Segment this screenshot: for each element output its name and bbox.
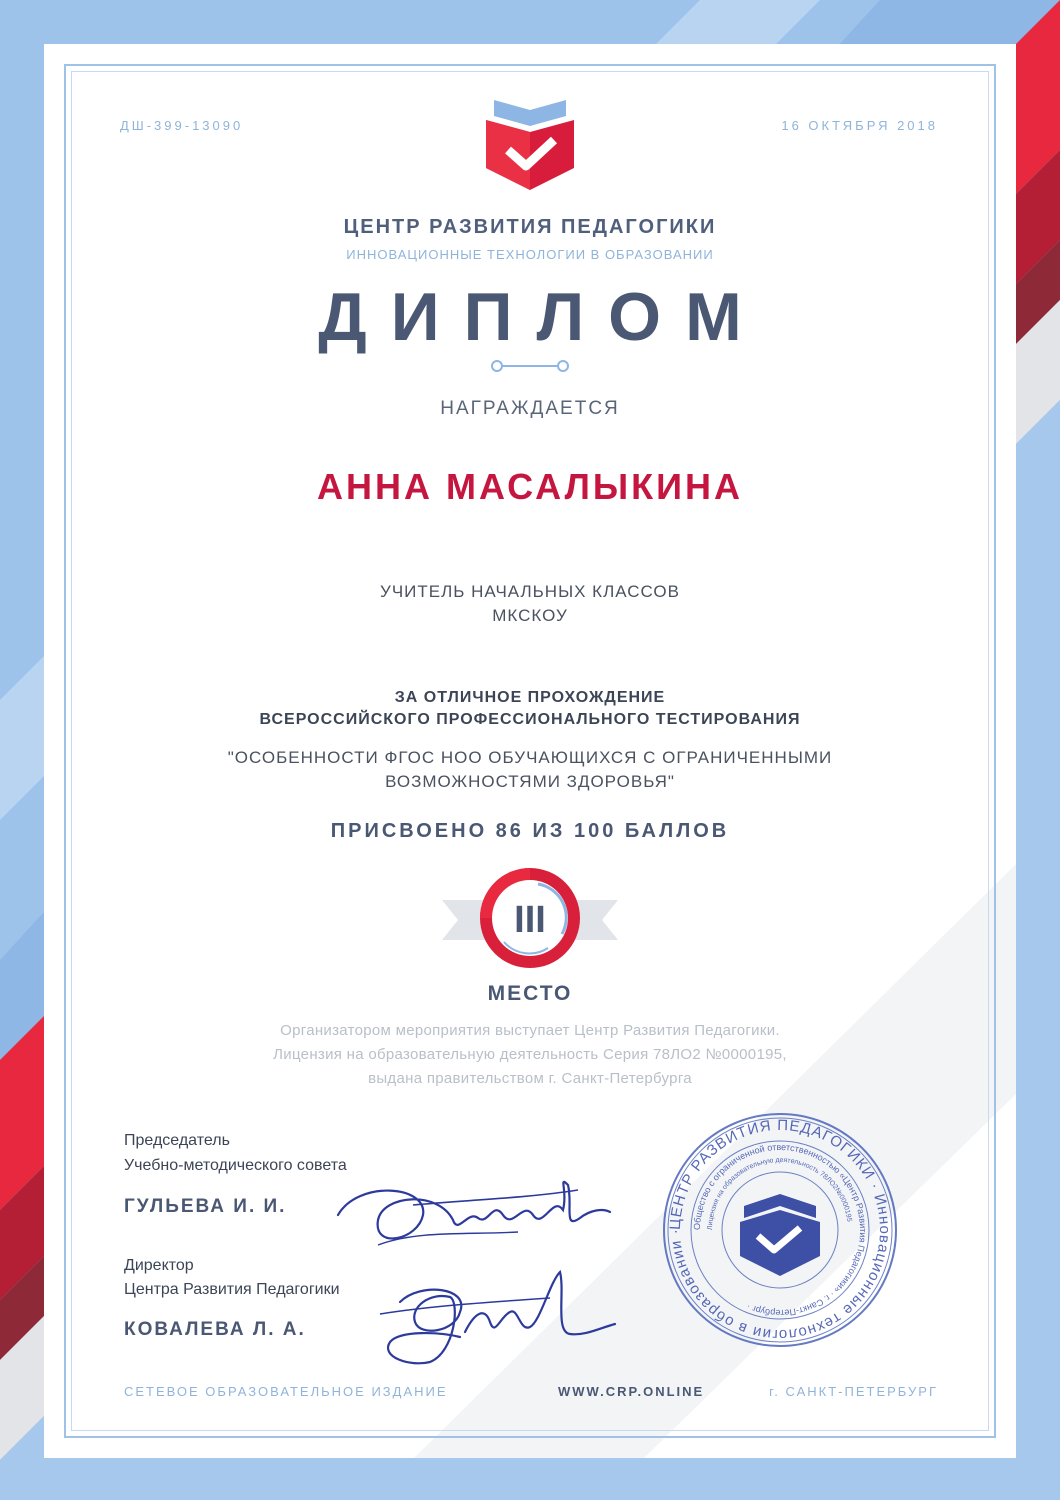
footer-edition-type: СЕТЕВОЕ ОБРАЗОВАТЕЛЬНОЕ ИЗДАНИЕ <box>124 1384 448 1399</box>
director-title-line1: Директор <box>124 1257 194 1274</box>
org-subtitle: ИННОВАЦИОННЫЕ ТЕХНОЛОГИИ В ОБРАЗОВАНИИ <box>346 247 714 262</box>
organizer-note-line1: Организатором мероприятия выступает Центр Развития Педагогики. <box>280 1022 780 1039</box>
chair-title-line1: Председатель <box>124 1132 230 1149</box>
director-signature <box>360 1262 620 1372</box>
place-medal-icon <box>440 862 620 972</box>
test-topic-line2: ВОЗМОЖНОСТЯМИ ЗДОРОВЬЯ" <box>385 772 675 791</box>
seal-outer-text: ЦЕНТР РАЗВИТИЯ ПЕДАГОГИКИ · Инновационные технологии в образовании · <box>666 1116 894 1344</box>
logo-shield-icon <box>482 96 578 192</box>
score-text: ПРИСВОЕНО 86 ИЗ 100 БАЛЛОВ <box>330 820 730 842</box>
director-title-line2: Центра Развития Педагогики <box>124 1281 340 1298</box>
awarded-label: НАГРАЖДАЕТСЯ <box>440 398 620 419</box>
seal-middle-text: Общество с ограниченной ответственностью «Центр Развития Педагогики» · г. Санкт-Петербург · <box>691 1141 869 1319</box>
organizer-note-line2: Лицензия на образовательную деятельность Серия 78ЛО2 №0000195, <box>273 1046 787 1063</box>
divider-ornament-icon <box>490 358 570 374</box>
test-topic-line1: "ОСОБЕННОСТИ ФГОС НОО ОБУЧАЮЩИХСЯ С ОГРАНИЧЕННЫМИ <box>227 748 833 767</box>
recipient-organization: МКСКОУ <box>492 606 568 625</box>
recipient-position: УЧИТЕЛЬ НАЧАЛЬНЫХ КЛАССОВ <box>380 582 680 601</box>
document-code: ДШ-399-13090 <box>120 118 244 133</box>
organizer-note-line3: выдана правительством г. Санкт-Петербурга <box>368 1070 692 1087</box>
seal-shield-icon <box>740 1194 820 1276</box>
org-title: ЦЕНТР РАЗВИТИЯ ПЕДАГОГИКИ <box>343 216 717 238</box>
chair-name: ГУЛЬЕВА И. И. <box>124 1196 287 1217</box>
director-name: КОВАЛЕВА Л. А. <box>124 1319 306 1340</box>
chair-title-line2: Учебно-методического совета <box>124 1157 347 1174</box>
award-reason-line1: ЗА ОТЛИЧНОЕ ПРОХОЖДЕНИЕ <box>394 689 666 706</box>
diploma-heading: ДИПЛОМ <box>318 279 766 355</box>
footer-website-link[interactable]: WWW.CRP.ONLINE <box>558 1384 705 1399</box>
recipient-name: АННА МАСАЛЫКИНА <box>317 466 743 507</box>
place-numeral: III <box>514 899 546 941</box>
award-reason-line2: ВСЕРОССИЙСКОГО ПРОФЕССИОНАЛЬНОГО ТЕСТИРОВАНИЯ <box>259 711 801 728</box>
seal-inner-text: Лицензия на образовательную деятельность 78ЛО2№0000195 <box>706 1156 853 1231</box>
document-date: 16 ОКТЯБРЯ 2018 <box>781 118 938 133</box>
place-label: МЕСТО <box>487 982 573 1005</box>
footer-city: г. САНКТ-ПЕТЕРБУРГ <box>769 1384 938 1399</box>
chair-signature <box>318 1160 618 1270</box>
organization-seal <box>660 1110 900 1350</box>
